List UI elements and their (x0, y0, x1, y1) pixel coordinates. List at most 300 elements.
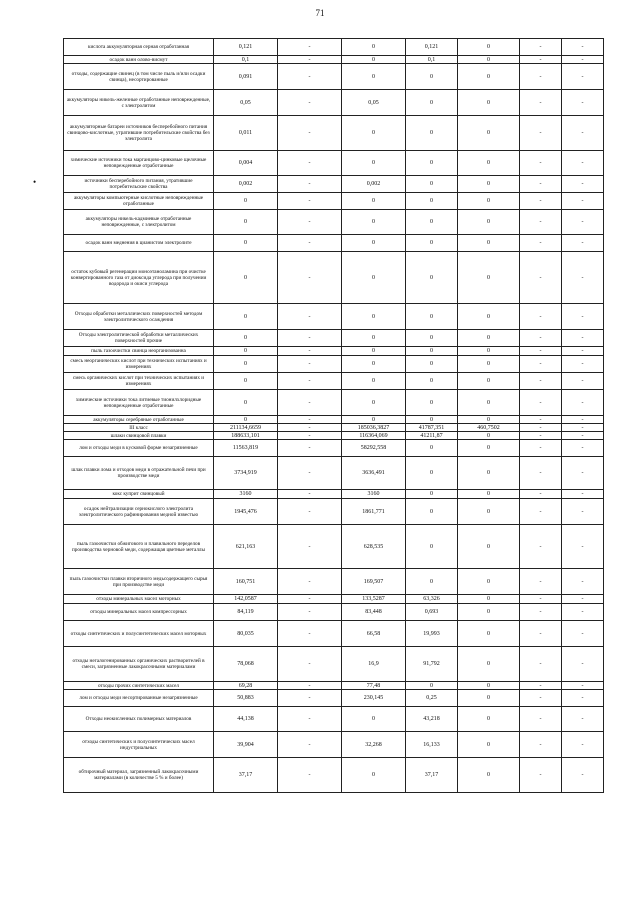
value-cell: 0 (214, 304, 278, 330)
value-cell: - (562, 758, 604, 793)
table-row (64, 252, 604, 304)
value-cell: 0 (342, 116, 406, 151)
value-cell: 3160 (214, 490, 278, 499)
value-cell: 0 (342, 252, 406, 304)
value-cell: - (562, 432, 604, 440)
value-cell: 0 (406, 416, 458, 424)
table-row (64, 758, 604, 793)
value-cell: - (278, 499, 342, 525)
value-cell: 0 (406, 569, 458, 595)
value-cell: 3734,919 (214, 457, 278, 490)
value-cell: - (520, 525, 562, 569)
value-cell: - (278, 356, 342, 373)
value-cell: 0 (342, 64, 406, 90)
value-cell: - (562, 416, 604, 424)
waste-name-cell: химические источники тока марганцово-цинковые щелочные неповрежденные отработанные (64, 151, 214, 176)
value-cell: - (562, 457, 604, 490)
waste-name-cell: отходы негалогенированных органических растворителей в смеси, загрязненные лакокрасочными материалами (64, 647, 214, 682)
table-row (64, 330, 604, 347)
waste-name-cell: III класс (64, 424, 214, 432)
value-cell: 0 (458, 621, 520, 647)
value-cell: 0 (458, 647, 520, 682)
value-cell: - (278, 116, 342, 151)
value-cell: 0 (406, 440, 458, 457)
value-cell: 0 (406, 193, 458, 210)
value-cell: - (562, 151, 604, 176)
value-cell: - (520, 457, 562, 490)
value-cell: - (520, 39, 562, 56)
value-cell: 0 (214, 390, 278, 416)
value-cell: 0 (458, 39, 520, 56)
waste-table (63, 38, 604, 793)
value-cell: 621,163 (214, 525, 278, 569)
waste-name-cell: осадок ванн меднения в цианистом электролите (64, 235, 214, 252)
value-cell: - (562, 39, 604, 56)
table-row (64, 56, 604, 64)
value-cell: - (278, 347, 342, 356)
value-cell: 0 (342, 373, 406, 390)
value-cell: 0 (458, 416, 520, 424)
value-cell: 0,091 (214, 64, 278, 90)
value-cell: - (520, 116, 562, 151)
value-cell: - (520, 390, 562, 416)
table-row (64, 647, 604, 682)
value-cell: 0 (458, 176, 520, 193)
table-row (64, 416, 604, 424)
value-cell: 0 (458, 732, 520, 758)
value-cell: 0 (406, 373, 458, 390)
value-cell: - (562, 707, 604, 732)
value-cell: 0 (214, 416, 278, 424)
table-row (64, 304, 604, 330)
value-cell: - (520, 440, 562, 457)
value-cell: 0 (406, 90, 458, 116)
value-cell: 3160 (342, 490, 406, 499)
value-cell: 0,011 (214, 116, 278, 151)
value-cell: 44,138 (214, 707, 278, 732)
waste-name-cell: кокс куприт свинцовый (64, 490, 214, 499)
value-cell: 16,133 (406, 732, 458, 758)
value-cell: 0 (342, 390, 406, 416)
value-cell: - (278, 235, 342, 252)
value-cell: 0 (458, 373, 520, 390)
table-row (64, 90, 604, 116)
value-cell: - (562, 90, 604, 116)
value-cell: - (562, 330, 604, 347)
value-cell: 0 (214, 210, 278, 235)
value-cell: 0 (458, 525, 520, 569)
table-row (64, 390, 604, 416)
waste-name-cell: пыль газоочистки обжигового и плавильного переделов производства черновой меди, содержащая цветные металлы (64, 525, 214, 569)
value-cell: 0 (342, 210, 406, 235)
value-cell: 0 (342, 758, 406, 793)
waste-name-cell: Отходы неокисленных полимерных материалов (64, 707, 214, 732)
value-cell: 0 (406, 210, 458, 235)
value-cell: 50,883 (214, 690, 278, 707)
waste-name-cell: Отходы электролитической обработки металлических поверхностей прочие (64, 330, 214, 347)
waste-name-cell: лом и отходы меди в кусковой форме незагрязненные (64, 440, 214, 457)
value-cell: - (278, 151, 342, 176)
value-cell: - (278, 604, 342, 621)
value-cell: 0 (458, 499, 520, 525)
value-cell: - (562, 647, 604, 682)
value-cell: - (278, 210, 342, 235)
value-cell: 0 (214, 347, 278, 356)
waste-name-cell: Отходы обработки металлических поверхностей методом электролитического осаждения (64, 304, 214, 330)
value-cell: - (520, 235, 562, 252)
waste-name-cell: источники бесперебойного питания, утратившие потребительские свойства (64, 176, 214, 193)
value-cell: 0 (406, 356, 458, 373)
value-cell: 0 (458, 116, 520, 151)
value-cell: 0,05 (342, 90, 406, 116)
waste-name-cell: осадок ванн олово-висмут (64, 56, 214, 64)
value-cell: - (562, 621, 604, 647)
value-cell: - (520, 90, 562, 116)
value-cell: - (520, 499, 562, 525)
value-cell: - (562, 682, 604, 690)
value-cell: - (562, 116, 604, 151)
value-cell: - (278, 56, 342, 64)
value-cell: - (278, 330, 342, 347)
waste-name-cell: аккумуляторные батареи источников бесперебойного питания свинцово-кислотные, утратившие потребительские свойства без электролита (64, 116, 214, 151)
value-cell: - (278, 457, 342, 490)
waste-name-cell: пыль газоочистки плавки вторичного медьсодержащего сырья при производстве меди (64, 569, 214, 595)
value-cell: - (520, 758, 562, 793)
table-row (64, 356, 604, 373)
value-cell: - (520, 690, 562, 707)
value-cell: 0 (214, 193, 278, 210)
waste-name-cell: пыль газоочистки свинца неорганизованна (64, 347, 214, 356)
page-number: 71 (315, 8, 325, 18)
value-cell: 0 (406, 330, 458, 347)
value-cell: 0 (214, 252, 278, 304)
value-cell: 3636,491 (342, 457, 406, 490)
value-cell: - (562, 56, 604, 64)
value-cell: 0 (342, 707, 406, 732)
value-cell: 0 (458, 252, 520, 304)
table-row (64, 707, 604, 732)
value-cell: 0 (458, 64, 520, 90)
value-cell: 58292,558 (342, 440, 406, 457)
waste-name-cell: кислота аккумуляторная серная отработанная (64, 39, 214, 56)
waste-name-cell: остаток кубовый регенерации моноэтаноламина при очистке конвертированного газа от диоксида углерода при получении водорода и окиси углерода (64, 252, 214, 304)
value-cell: 0 (458, 390, 520, 416)
value-cell: - (278, 424, 342, 432)
value-cell: 133,5287 (342, 595, 406, 604)
value-cell: 0,1 (406, 56, 458, 64)
value-cell: 0 (458, 193, 520, 210)
value-cell: 77,48 (342, 682, 406, 690)
waste-name-cell: смесь органических кислот при технических испытаниях и измерениях (64, 373, 214, 390)
value-cell: - (520, 193, 562, 210)
value-cell: 0 (458, 758, 520, 793)
value-cell: 0 (458, 569, 520, 595)
waste-name-cell: отходы, содержащие свинец (в том числе пыль и/или осадки свинца), несортированные (64, 64, 214, 90)
table-row (64, 193, 604, 210)
table-row (64, 595, 604, 604)
value-cell: 0 (406, 116, 458, 151)
value-cell: 0,002 (214, 176, 278, 193)
value-cell: - (562, 235, 604, 252)
value-cell: 37,17 (214, 758, 278, 793)
value-cell: - (520, 330, 562, 347)
value-cell: - (520, 64, 562, 90)
value-cell: 0 (406, 525, 458, 569)
value-cell: - (520, 707, 562, 732)
table-row (64, 569, 604, 595)
value-cell: 0,1 (214, 56, 278, 64)
table-row (64, 432, 604, 440)
waste-name-cell: осадок нейтрализации сернокислого электролита электролитического рафинирования медной известью (64, 499, 214, 525)
value-cell: 91,792 (406, 647, 458, 682)
value-cell: - (562, 356, 604, 373)
value-cell: - (278, 39, 342, 56)
value-cell: 0 (458, 151, 520, 176)
waste-name-cell: шлаки свинцовой плавки (64, 432, 214, 440)
value-cell: 0 (214, 330, 278, 347)
value-cell: - (520, 304, 562, 330)
waste-name-cell: шлак плавки лома и отходов меди в отражательной печи при производстве меди (64, 457, 214, 490)
value-cell: - (278, 621, 342, 647)
value-cell: - (562, 440, 604, 457)
value-cell: - (520, 252, 562, 304)
value-cell: 16,9 (342, 647, 406, 682)
value-cell: - (278, 682, 342, 690)
value-cell: - (562, 252, 604, 304)
value-cell: 32,268 (342, 732, 406, 758)
table-row (64, 116, 604, 151)
table-row (64, 347, 604, 356)
table-row (64, 64, 604, 90)
value-cell: 0 (458, 604, 520, 621)
value-cell: 460,7502 (458, 424, 520, 432)
value-cell: 116364,069 (342, 432, 406, 440)
value-cell: 0,002 (342, 176, 406, 193)
value-cell: 1945,476 (214, 499, 278, 525)
value-cell: 0 (458, 330, 520, 347)
table-row (64, 690, 604, 707)
value-cell: - (562, 347, 604, 356)
value-cell: 0 (342, 330, 406, 347)
value-cell: 78,068 (214, 647, 278, 682)
value-cell: - (520, 732, 562, 758)
value-cell: 83,448 (342, 604, 406, 621)
value-cell: - (520, 416, 562, 424)
value-cell: - (278, 304, 342, 330)
waste-name-cell: отходы синтетических и полусинтетических масел моторных (64, 621, 214, 647)
value-cell: 185036,3827 (342, 424, 406, 432)
value-cell: 0 (458, 490, 520, 499)
value-cell: 188633,101 (214, 432, 278, 440)
value-cell: 0 (342, 356, 406, 373)
value-cell: - (562, 595, 604, 604)
table-row (64, 732, 604, 758)
waste-name-cell: обтирочный материал, загрязненный лакокрасочными материалами (в количестве 5 % и более) (64, 758, 214, 793)
value-cell: 0 (458, 432, 520, 440)
value-cell: 11563,819 (214, 440, 278, 457)
value-cell: 66,58 (342, 621, 406, 647)
value-cell: 0 (458, 595, 520, 604)
value-cell: 41787,351 (406, 424, 458, 432)
waste-name-cell: аккумуляторы никель-железные отработанные неповрежденные, с электролитом (64, 90, 214, 116)
value-cell: - (278, 252, 342, 304)
value-cell: 0 (342, 193, 406, 210)
value-cell: - (520, 595, 562, 604)
waste-name-cell: отходы синтетических и полусинтетических масел индустриальных (64, 732, 214, 758)
value-cell: - (278, 64, 342, 90)
value-cell: - (562, 210, 604, 235)
table-row (64, 151, 604, 176)
value-cell: - (520, 210, 562, 235)
value-cell: 0 (342, 235, 406, 252)
value-cell: - (520, 176, 562, 193)
waste-name-cell: аккумуляторы никель-кадмиевые отработанные неповрежденные, с электролитом (64, 210, 214, 235)
value-cell: - (278, 490, 342, 499)
value-cell: 41211,87 (406, 432, 458, 440)
value-cell: - (278, 707, 342, 732)
value-cell: 0 (214, 356, 278, 373)
table-row (64, 424, 604, 432)
value-cell: - (562, 569, 604, 595)
value-cell: 0 (458, 56, 520, 64)
value-cell: 230,145 (342, 690, 406, 707)
table-row (64, 176, 604, 193)
value-cell: 0 (342, 39, 406, 56)
value-cell: 169,507 (342, 569, 406, 595)
value-cell: 0 (458, 90, 520, 116)
value-cell: - (278, 390, 342, 416)
value-cell: 0 (406, 490, 458, 499)
value-cell: 0 (342, 151, 406, 176)
value-cell: - (278, 569, 342, 595)
value-cell: 0 (458, 210, 520, 235)
value-cell: - (562, 390, 604, 416)
value-cell: 0 (214, 373, 278, 390)
value-cell: 0 (406, 151, 458, 176)
waste-name-cell: аккумуляторы компьютерные кислотные неповрежденные отработанные (64, 193, 214, 210)
table-row (64, 39, 604, 56)
value-cell: - (562, 499, 604, 525)
value-cell: - (562, 373, 604, 390)
value-cell: 0 (342, 416, 406, 424)
value-cell: 0 (342, 304, 406, 330)
value-cell: 0,121 (214, 39, 278, 56)
value-cell: 142,0587 (214, 595, 278, 604)
value-cell: 43,218 (406, 707, 458, 732)
value-cell: - (562, 304, 604, 330)
value-cell: - (520, 356, 562, 373)
waste-name-cell: лом и отходы меди несортированные незагрязненные (64, 690, 214, 707)
value-cell: - (278, 416, 342, 424)
value-cell: 0 (406, 64, 458, 90)
value-cell: 628,535 (342, 525, 406, 569)
value-cell: - (278, 90, 342, 116)
value-cell: - (520, 647, 562, 682)
value-cell: 0,121 (406, 39, 458, 56)
value-cell: - (278, 758, 342, 793)
value-cell: 1861,771 (342, 499, 406, 525)
value-cell: 0 (406, 390, 458, 416)
value-cell: 0 (214, 235, 278, 252)
value-cell: - (278, 525, 342, 569)
value-cell: 0,25 (406, 690, 458, 707)
table-row (64, 235, 604, 252)
waste-name-cell: отходы минеральных масел моторных (64, 595, 214, 604)
waste-name-cell: отходы прочих синтетических масел (64, 682, 214, 690)
table-row (64, 525, 604, 569)
value-cell: - (278, 176, 342, 193)
value-cell: 69,28 (214, 682, 278, 690)
stray-mark: • (33, 177, 37, 187)
value-cell: - (562, 604, 604, 621)
table-row (64, 682, 604, 690)
value-cell: - (520, 569, 562, 595)
value-cell: - (278, 647, 342, 682)
value-cell: - (278, 432, 342, 440)
value-cell: 0 (458, 304, 520, 330)
table-row (64, 457, 604, 490)
value-cell: 0,05 (214, 90, 278, 116)
value-cell: 0 (406, 347, 458, 356)
value-cell: 39,904 (214, 732, 278, 758)
value-cell: - (520, 424, 562, 432)
value-cell: - (562, 64, 604, 90)
value-cell: - (520, 347, 562, 356)
table-row (64, 440, 604, 457)
value-cell: 0 (458, 690, 520, 707)
value-cell: 0 (458, 347, 520, 356)
value-cell: - (562, 525, 604, 569)
value-cell: - (520, 56, 562, 64)
value-cell: 0 (406, 176, 458, 193)
value-cell: - (278, 373, 342, 390)
value-cell: - (520, 490, 562, 499)
value-cell: - (520, 604, 562, 621)
value-cell: 0 (458, 457, 520, 490)
value-cell: 63,326 (406, 595, 458, 604)
value-cell: - (520, 621, 562, 647)
value-cell: 0 (406, 252, 458, 304)
value-cell: 0 (458, 440, 520, 457)
value-cell: - (562, 490, 604, 499)
value-cell: 80,035 (214, 621, 278, 647)
value-cell: 0 (406, 682, 458, 690)
value-cell: - (562, 193, 604, 210)
value-cell: 0 (342, 56, 406, 64)
value-cell: 19,993 (406, 621, 458, 647)
table-row (64, 499, 604, 525)
value-cell: 160,751 (214, 569, 278, 595)
value-cell: - (520, 432, 562, 440)
value-cell: 0 (342, 347, 406, 356)
waste-name-cell: химические источники тока литиевые тионилхлоридные неповрежденные отработанные (64, 390, 214, 416)
value-cell: - (520, 682, 562, 690)
value-cell: 84,119 (214, 604, 278, 621)
value-cell: - (562, 424, 604, 432)
table-row (64, 621, 604, 647)
value-cell: - (278, 595, 342, 604)
waste-name-cell: аккумуляторы серебряные отработанные (64, 416, 214, 424)
value-cell: - (562, 732, 604, 758)
value-cell: - (562, 176, 604, 193)
waste-name-cell: отходы минеральных масел компрессорных (64, 604, 214, 621)
value-cell: 0 (458, 682, 520, 690)
value-cell: 37,17 (406, 758, 458, 793)
table-row (64, 604, 604, 621)
value-cell: 0 (458, 356, 520, 373)
value-cell: - (278, 440, 342, 457)
value-cell: 0,004 (214, 151, 278, 176)
